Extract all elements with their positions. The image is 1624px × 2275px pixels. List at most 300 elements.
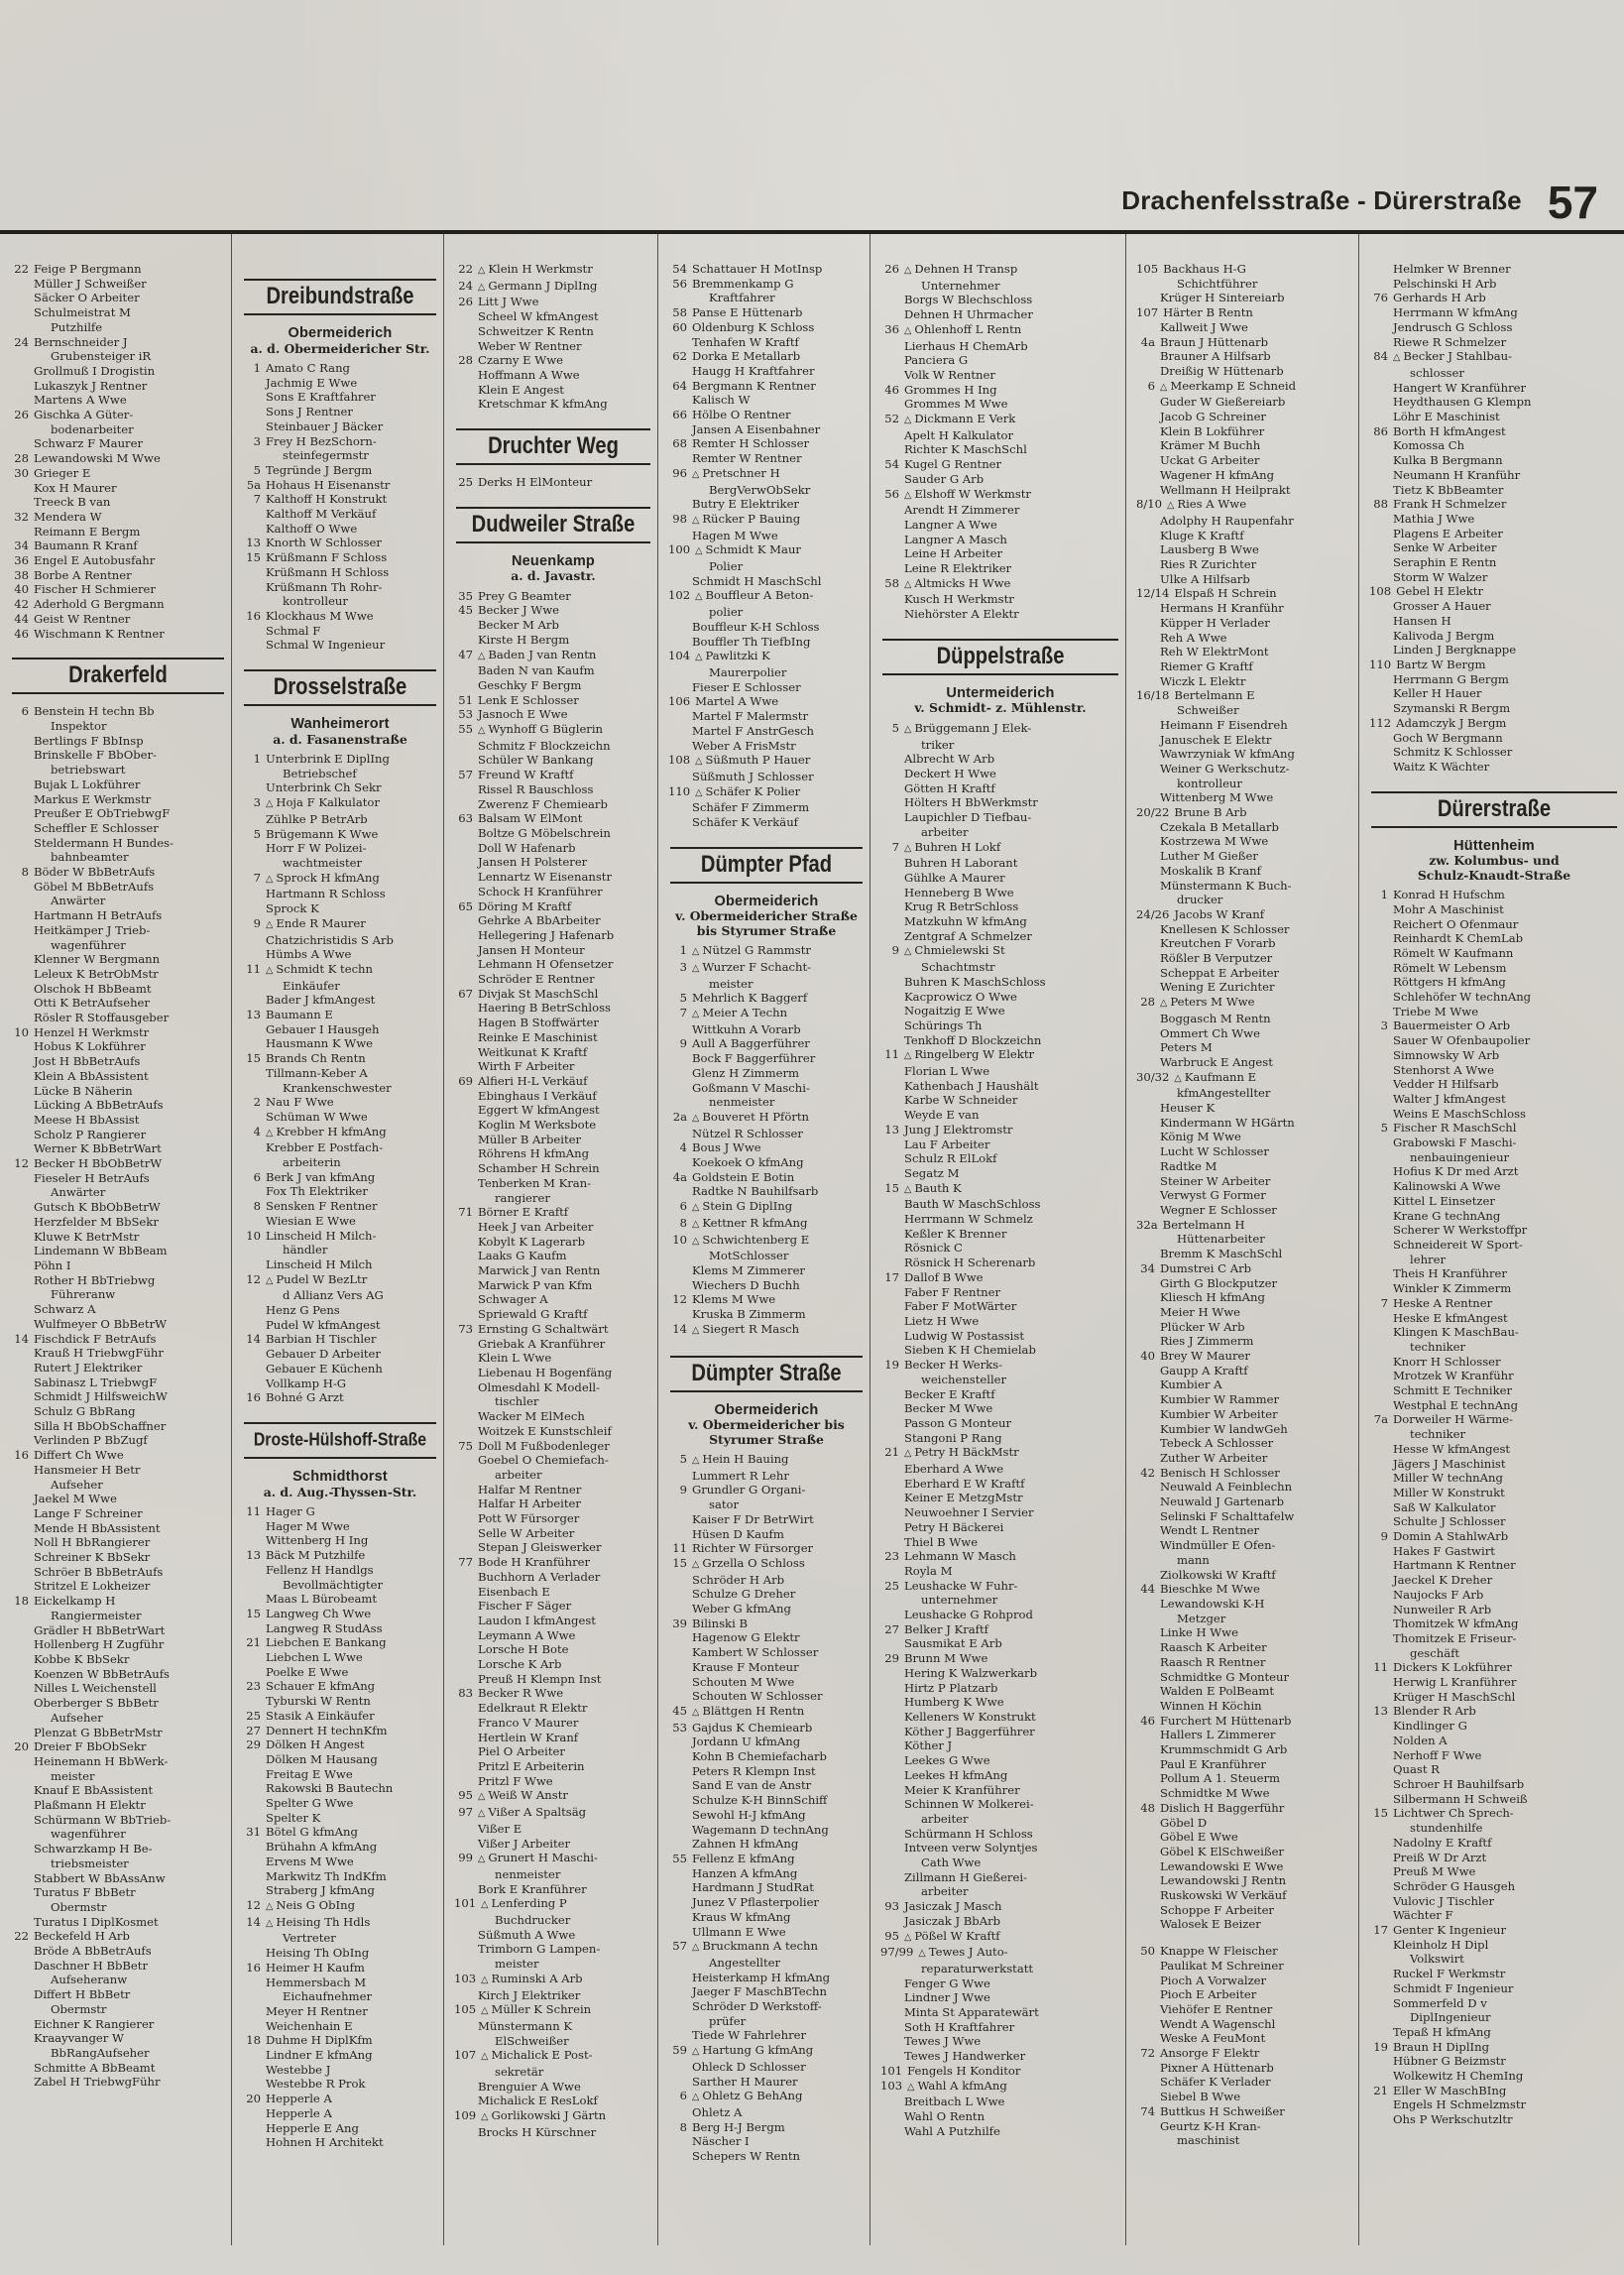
resident-line: Koekoek O kfmAng xyxy=(692,1155,804,1170)
resident-line: Lücking A BbBetrAufs xyxy=(34,1098,164,1113)
house-number: 54 xyxy=(672,262,687,276)
resident-line: Lummert R Lehr xyxy=(692,1468,789,1483)
house-number: 3 xyxy=(1380,1018,1388,1033)
cross-street-note: a. d. Javastr. xyxy=(511,568,596,584)
resident-line: Eggert W kfmAngest xyxy=(478,1103,600,1118)
resident-line: Zentgraf A Schmelzer xyxy=(904,928,1032,943)
resident-line: Wendt L Rentner xyxy=(1160,1523,1260,1538)
wrapped-line: Aufseheranw xyxy=(51,1973,128,1987)
wrapped-line: Führeranw xyxy=(51,1287,116,1302)
resident-line: Wiechers D Buchh xyxy=(692,1277,800,1292)
wrapped-line: arbeiter xyxy=(921,824,969,839)
resident-line: Pöhn I xyxy=(34,1258,71,1272)
resident-line: Kalthoff M Verkäuf xyxy=(266,507,377,522)
resident-line: Heitkämper J Trieb- xyxy=(34,922,151,937)
resident-line: Lausberg B Wwe xyxy=(1160,542,1259,557)
resident-line: Gebauer E Küchenh xyxy=(266,1361,383,1376)
resident-line: Deckert H Wwe xyxy=(904,766,996,780)
entry-text: Germann J DiplIng xyxy=(488,278,598,293)
house-number: 4a xyxy=(672,1169,687,1184)
resident-line: Hübner G Beizmstr xyxy=(1393,2054,1506,2069)
resident-line: Rösnick C xyxy=(904,1241,963,1256)
house-number: 112 xyxy=(1369,715,1392,730)
owner-mark-icon: △ xyxy=(904,1448,915,1460)
resident-line: Wening E Zurichter xyxy=(1160,980,1275,995)
house-number: 16/18 xyxy=(1136,688,1170,703)
column-6 xyxy=(1125,234,1358,2245)
entry-text: Lehmann W Masch xyxy=(904,1549,1016,1564)
directory-entry xyxy=(242,1332,438,1347)
wrapped-line: Bevollmächtigter xyxy=(283,1577,384,1592)
entry-text: Bieschke M Wwe xyxy=(1160,1582,1260,1597)
resident-line: Schäfer F Zimmerm xyxy=(692,800,810,815)
resident-line: Hemmersbach M xyxy=(266,1975,367,1989)
resident-line: Jansen H Monteur xyxy=(478,942,585,957)
resident-line: Warbruck E Angest xyxy=(1160,1054,1273,1069)
entry-text: Gischka A Güter- xyxy=(34,408,134,422)
owner-mark-icon: △ xyxy=(695,652,706,663)
resident-line: Eberhard A Wwe xyxy=(904,1462,1004,1477)
owner-mark-icon: △ xyxy=(1160,381,1171,393)
resident-line: Richter K MaschSchl xyxy=(904,442,1027,457)
directory-entry xyxy=(880,457,1120,472)
resident-line: Leekes H kfmAng xyxy=(904,1767,1008,1782)
resident-line: Silbermann H Schweiß xyxy=(1393,1791,1528,1806)
resident-line: Götten H Kraftf xyxy=(904,780,995,795)
wrapped-line: Inspektor xyxy=(51,718,107,733)
wrapped-line: nenmeister xyxy=(709,1095,775,1110)
house-number: 42 xyxy=(14,597,29,612)
directory-entry xyxy=(1369,658,1619,672)
resident-line: Nützel R Schlosser xyxy=(692,1126,803,1140)
house-number: 76 xyxy=(1373,291,1388,305)
resident-line: Zahnen H kfmAng xyxy=(692,1837,799,1852)
owner-mark-icon: △ xyxy=(904,842,915,854)
owner-mark-icon: △ xyxy=(266,1127,277,1138)
resident-line: Nunweiler R Arb xyxy=(1393,1602,1492,1616)
resident-line: Kambert W Schlosser xyxy=(692,1645,819,1660)
directory-entry xyxy=(880,487,1120,504)
resident-line: Laudon I kfmAngest xyxy=(478,1613,596,1627)
entry-text: Bruckmann A techn xyxy=(702,1939,818,1954)
resident-line: Hepperle A xyxy=(266,2105,332,2120)
page-header xyxy=(0,0,1624,234)
house-number: 13 xyxy=(246,1008,261,1022)
street-name: Düppelstraße xyxy=(936,643,1065,669)
resident-line: Schmal F xyxy=(266,623,321,638)
entry-text: Bremmenkamp G xyxy=(692,276,794,291)
resident-line: Hertlein W Kranf xyxy=(478,1730,579,1744)
resident-line: Laaks G Kaufm xyxy=(478,1249,567,1263)
entry-text: Konrad H Hufschm xyxy=(1393,888,1505,902)
entry-text: Dennert H technKfm xyxy=(266,1723,388,1737)
directory-entry xyxy=(10,262,226,277)
wrapped-line: wachtmeister xyxy=(283,855,363,870)
entry-text: Schmidt K techn xyxy=(276,961,373,976)
resident-line: Becker E Kraftf xyxy=(904,1386,995,1401)
resident-line: Rother H BbTriebwg xyxy=(34,1272,156,1287)
resident-line: Martens A Wwe xyxy=(34,393,127,408)
directory-entry xyxy=(454,1555,652,1570)
directory-entry xyxy=(668,466,865,483)
resident-line: Hartmann K Rentner xyxy=(1393,1558,1516,1573)
resident-line: Kobylt K Lagerarb xyxy=(478,1234,586,1249)
house-number: 97/99 xyxy=(880,1945,914,1960)
wrapped-line: nenmeister xyxy=(495,1866,561,1881)
directory-entry xyxy=(454,1896,652,1913)
street-header xyxy=(882,639,1118,675)
column-7 xyxy=(1358,234,1624,2245)
resident-line: Halfar M Rentner xyxy=(478,1482,582,1497)
house-number: 14 xyxy=(672,1321,687,1336)
house-number: 8/10 xyxy=(1136,497,1163,512)
resident-line: Quast R xyxy=(1393,1762,1440,1777)
entry-text: Jasnoch E Wwe xyxy=(478,707,568,722)
entry-text: Stein G DiplIng xyxy=(702,1199,793,1214)
cross-street-note: zw. Kolumbus- und xyxy=(1429,853,1560,869)
column-1 xyxy=(0,234,231,2245)
entry-text: Ringelberg W Elektr xyxy=(914,1047,1035,1062)
wrapped-line: Putzhilfe xyxy=(51,319,103,334)
resident-line: Buhren K MaschSchloss xyxy=(904,974,1046,989)
resident-line: Klein L Wwe xyxy=(478,1351,552,1366)
directory-entry xyxy=(1136,262,1353,277)
house-number: 51 xyxy=(458,692,473,707)
resident-line: Grollmuß I Drogistin xyxy=(34,363,156,378)
resident-line: Kacprowicz O Wwe xyxy=(904,989,1017,1004)
entry-text: Geist W Rentner xyxy=(34,611,131,626)
resident-line: Marwick J van Rentn xyxy=(478,1263,601,1278)
resident-line: Ries J Zimmerm xyxy=(1160,1334,1254,1349)
resident-line: Haering B BetrSchloss xyxy=(478,1001,611,1016)
entry-text: Dehnen H Transp xyxy=(914,262,1018,276)
house-number: 60 xyxy=(672,319,687,334)
resident-line: Lange F Schreiner xyxy=(34,1505,143,1520)
entry-text: Elshoff W Werkmstr xyxy=(914,486,1031,501)
owner-mark-icon: △ xyxy=(904,1183,915,1195)
entry-text: Bouffleur A Beton- xyxy=(705,588,814,603)
resident-line: Kathenbach J Haushält xyxy=(904,1078,1039,1093)
street-header xyxy=(12,658,224,694)
resident-line: Herrmann W kfmAng xyxy=(1393,305,1518,320)
resident-line: Ziolkowski W Kraftf xyxy=(1160,1567,1276,1582)
entry-text: Bertelmann E xyxy=(1174,688,1255,703)
directory-entry xyxy=(668,1006,865,1022)
entry-text: Grommes H Ing xyxy=(904,382,997,397)
directory-entry xyxy=(242,1635,438,1650)
directory-entry xyxy=(242,1737,438,1752)
owner-mark-icon: △ xyxy=(904,489,915,501)
resident-line: Hölters H BbWerkmstr xyxy=(904,795,1038,810)
resident-line: Bröde A BbBetrAufs xyxy=(34,1944,152,1959)
resident-line: Schulz R ElLokf xyxy=(904,1151,997,1166)
resident-line: Scheel W kfmAngest xyxy=(478,309,599,324)
resident-line: Weitkunat K Kraftf xyxy=(478,1044,588,1059)
directory-entry xyxy=(10,553,226,568)
resident-line: Raasch R Rentner xyxy=(1160,1654,1266,1669)
resident-line: Sons E Kraftfahrer xyxy=(266,390,376,405)
directory-entry xyxy=(10,582,226,597)
house-number: 95 xyxy=(884,1928,899,1943)
directory-entry xyxy=(668,277,865,292)
resident-line: Göbel D xyxy=(1160,1815,1208,1830)
resident-line: Herrmann G Bergm xyxy=(1393,671,1509,686)
resident-line: Tyburski W Rentn xyxy=(266,1694,371,1709)
resident-line: Wacker M ElMech xyxy=(478,1409,585,1424)
resident-line: Hollenberg H Zugführ xyxy=(34,1637,165,1652)
wrapped-line: sator xyxy=(709,1497,740,1512)
house-number: 26 xyxy=(458,295,473,309)
house-number: 8 xyxy=(21,865,29,880)
entry-text: Hohaus H Eisenanstr xyxy=(266,477,391,492)
resident-line: Preiß W Dr Arzt xyxy=(1393,1850,1487,1864)
resident-line: Engels H Schmelzmstr xyxy=(1393,2097,1527,2112)
wrapped-line: ElSchweißer xyxy=(495,2033,569,2048)
resident-line: Rutert J Elektriker xyxy=(34,1360,143,1375)
house-number: 64 xyxy=(672,378,687,393)
resident-line: Vulovic J Tischler xyxy=(1393,1893,1495,1908)
resident-line: Münstermann K Buch- xyxy=(1160,878,1292,893)
directory-entry xyxy=(242,434,438,449)
directory-entry xyxy=(1369,497,1619,512)
house-number: 56 xyxy=(884,486,899,501)
resident-line: Weiner G Werkschutz- xyxy=(1160,761,1290,776)
resident-line: Szymanski R Bergm xyxy=(1393,701,1511,716)
wrapped-line: wagenführer xyxy=(51,1827,126,1842)
entry-text: Knorth W Schlosser xyxy=(266,536,382,550)
house-number: 46 xyxy=(14,626,29,641)
entry-text: Unterbrink E DiplIng xyxy=(266,752,390,767)
resident-line: Michalick E ResLokf xyxy=(478,2094,598,2108)
resident-line: Pioch A Vorwalzer xyxy=(1160,1973,1267,1987)
resident-line: Jachmig E Wwe xyxy=(266,375,358,390)
resident-line: Krüger H MaschSchl xyxy=(1393,1689,1516,1704)
entry-text: Döring M Kraftf xyxy=(478,898,572,913)
directory-entry xyxy=(1136,1218,1353,1233)
resident-line: Heuser K xyxy=(1160,1101,1216,1116)
resident-line: Schwager A xyxy=(478,1292,548,1307)
resident-line: Plagens E Arbeiter xyxy=(1393,526,1503,540)
wrapped-line: triker xyxy=(921,737,955,752)
house-number: 7 xyxy=(679,1006,687,1020)
entry-text: Krebber H kfmAng xyxy=(276,1124,387,1138)
resident-line: Lewandowski K-H xyxy=(1160,1596,1265,1611)
resident-line: Grosser A Hauer xyxy=(1393,599,1491,614)
resident-line: Krane G technAng xyxy=(1393,1208,1501,1223)
resident-line: Stenhorst A Wwe xyxy=(1393,1062,1494,1077)
house-number: 11 xyxy=(246,1504,261,1518)
house-number: 55 xyxy=(458,722,473,737)
resident-line: Luther M Gießer xyxy=(1160,849,1258,864)
owner-mark-icon: △ xyxy=(692,1558,703,1570)
directory-entry xyxy=(454,279,652,296)
resident-line: Jaeger F MaschBTechn xyxy=(692,1984,827,1999)
entry-text: Derks H ElMonteur xyxy=(478,475,593,490)
resident-line: Dölken M Hausang xyxy=(266,1751,378,1766)
house-number: 20/22 xyxy=(1136,805,1170,820)
resident-line: Walden E PolBeamt xyxy=(1160,1684,1275,1699)
resident-line: Bertlings F BbInsp xyxy=(34,733,144,748)
resident-line: Reh W ElektrMont xyxy=(1160,645,1269,659)
resident-line: Hangert W Kranführer xyxy=(1393,380,1527,395)
resident-line: Schulze G Dreher xyxy=(692,1587,796,1602)
resident-line: Sarther H Maurer xyxy=(692,2074,798,2089)
resident-line: Fischer F Säger xyxy=(478,1599,572,1614)
resident-line: Hepperle E Ang xyxy=(266,2120,359,2135)
directory-entry xyxy=(242,1008,438,1022)
resident-line: Plenzat G BbBetrMstr xyxy=(34,1725,163,1739)
house-number: 21 xyxy=(884,1445,899,1460)
entry-text: Martel A Wwe xyxy=(695,694,779,709)
entry-text: Elspaß H Schrein xyxy=(1174,586,1277,601)
resident-line: Hüsen D Kaufm xyxy=(692,1526,784,1541)
page-number: 57 xyxy=(1547,177,1598,228)
house-number: 21 xyxy=(246,1635,261,1650)
house-number: 66 xyxy=(672,408,687,422)
house-number: 34 xyxy=(14,539,29,553)
house-number: 2a xyxy=(672,1109,687,1124)
directory-entry xyxy=(242,550,438,565)
house-number: 75 xyxy=(458,1438,473,1453)
entry-text: Goldstein E Botin xyxy=(692,1169,795,1184)
entry-text: Furchert M Hüttenarb xyxy=(1160,1713,1292,1728)
resident-line: Köther J Baggerführer xyxy=(904,1724,1035,1738)
directory-entry xyxy=(1136,379,1353,396)
entry-text: Bilinski B xyxy=(692,1616,748,1630)
resident-line: Süßmuth A Wwe xyxy=(478,1927,576,1942)
resident-line: Bujak L Lokführer xyxy=(34,777,141,791)
owner-mark-icon: △ xyxy=(481,2111,492,2123)
resident-line: Wittenberg M Wwe xyxy=(1160,790,1274,805)
resident-line: Wiesian E Wwe xyxy=(266,1213,356,1228)
resident-line: Lau F Arbeiter xyxy=(904,1137,990,1151)
resident-line: Lietz H Wwe xyxy=(904,1314,980,1328)
directory-entry xyxy=(10,466,226,481)
house-number: 44 xyxy=(1140,1582,1155,1597)
directory-entry xyxy=(1369,1923,1619,1938)
resident-line: Franco V Maurer xyxy=(478,1715,579,1730)
entry-text: Frank H Schmelzer xyxy=(1393,497,1507,512)
directory-entry xyxy=(668,784,865,801)
entry-text: Dislich H Baggerführ xyxy=(1160,1800,1285,1815)
resident-line: Hardmann J StudRat xyxy=(692,1880,814,1895)
resident-line: Goebel O Chemiefach- xyxy=(478,1453,609,1468)
resident-line: Hagen B Stoffwärter xyxy=(478,1016,599,1030)
entry-text: Kettner R kfmAng xyxy=(702,1215,808,1230)
house-number: 29 xyxy=(884,1651,899,1666)
house-number: 47 xyxy=(458,647,473,661)
resident-line: Becker M Wwe xyxy=(904,1401,993,1416)
wrapped-line: händler xyxy=(283,1243,328,1257)
resident-line: Rösnick H Scherenarb xyxy=(904,1256,1036,1270)
house-number: 30/32 xyxy=(1136,1069,1170,1084)
entry-text: Belker J Kraftf xyxy=(904,1621,988,1636)
resident-line: Triebe M Wwe xyxy=(1393,1004,1479,1018)
resident-line: Kleinholz H Dipl xyxy=(1393,1937,1489,1952)
resident-line: Scheffler E Schlosser xyxy=(34,820,159,835)
house-number: 12 xyxy=(246,1897,261,1912)
cross-street-note: v. Obermeidericher Straße xyxy=(675,908,858,924)
resident-line: Steinbauer J Bäcker xyxy=(266,419,384,433)
resident-line: Niehörster A Elektr xyxy=(904,607,1019,622)
house-number: 24 xyxy=(458,278,473,293)
house-number: 16 xyxy=(246,1390,261,1405)
directory-entry xyxy=(668,2120,865,2135)
owner-mark-icon: △ xyxy=(692,962,703,974)
resident-line: Heising Th ObIng xyxy=(266,1946,370,1961)
resident-line: Kindlinger G xyxy=(1393,1719,1467,1734)
resident-line: Geschky F Bergm xyxy=(478,677,582,692)
owner-mark-icon: △ xyxy=(918,1948,929,1960)
resident-line: Martel F Malermstr xyxy=(692,709,809,724)
resident-line: Turatus I DiplKosmet xyxy=(34,1914,159,1929)
entry-text: Heising Th Hdls xyxy=(276,1914,371,1929)
entry-text: Tewes J Auto- xyxy=(928,1945,1008,1960)
resident-line: Panciera G xyxy=(904,353,969,368)
directory-entry xyxy=(668,943,865,960)
wrapped-line: Krankenschwester xyxy=(283,1080,392,1095)
resident-line: Lindner J Wwe xyxy=(904,1990,990,2005)
resident-line: Kalisch W xyxy=(692,393,751,408)
house-number: 15 xyxy=(672,1555,687,1570)
resident-line: Schmitt E Techniker xyxy=(1393,1383,1513,1398)
resident-line: Brauner A Hilfsarb xyxy=(1160,349,1271,364)
wrapped-line: triebsmeister xyxy=(51,1856,129,1870)
resident-line: Kraayvanger W xyxy=(34,2031,124,2046)
house-number: 10 xyxy=(14,1024,29,1039)
directory-entry xyxy=(242,492,438,507)
house-number: 83 xyxy=(458,1686,473,1701)
entry-text: Becker J Stahlbau- xyxy=(1403,349,1513,364)
resident-line: Remter W Rentner xyxy=(692,451,802,466)
house-number: 105 xyxy=(1136,262,1159,276)
wrapped-line: reparaturwerkstatt xyxy=(921,1961,1034,1976)
resident-line: Radtke N Bauhilfsarb xyxy=(692,1184,819,1199)
resident-line: Göbel K ElSchweißer xyxy=(1160,1844,1284,1858)
entry-text: Krüßmann F Schloss xyxy=(266,550,388,565)
house-number: 15 xyxy=(246,1051,261,1066)
resident-line: Heydthausen G Klempn xyxy=(1393,395,1532,410)
resident-line: Olschok H BbBeamt xyxy=(34,981,152,996)
resident-line: Wagemann D technAng xyxy=(692,1822,829,1837)
wrapped-line: techniker xyxy=(1410,1339,1466,1354)
resident-line: Henneberg B Wwe xyxy=(904,885,1014,899)
resident-line: Breitbach L Wwe xyxy=(904,2095,1005,2109)
resident-line: Heek J van Arbeiter xyxy=(478,1219,594,1234)
resident-line: Silla H BbObSchaffner xyxy=(34,1418,167,1433)
house-number: 1 xyxy=(679,943,687,958)
entry-text: Kugel G Rentner xyxy=(904,457,1002,472)
resident-line: Schürmann W BbTrieb- xyxy=(34,1812,172,1827)
resident-line: Marwick P van Kfm xyxy=(478,1277,593,1292)
resident-line: Viehöfer E Rentner xyxy=(1160,2001,1273,2016)
house-number: 45 xyxy=(458,603,473,618)
entry-text: Gerhards H Arb xyxy=(1393,291,1486,305)
directory-entry xyxy=(454,2002,652,2019)
house-number: 35 xyxy=(458,588,473,603)
resident-line: Hartmann R Schloss xyxy=(266,887,386,901)
directory-entry xyxy=(10,451,226,466)
directory-entry xyxy=(242,1825,438,1840)
resident-line: Schwarz A xyxy=(34,1302,96,1317)
wrapped-line: Obermstr xyxy=(51,2001,107,2016)
resident-line: Junez V Pflasterpolier xyxy=(692,1895,819,1910)
resident-line: Schröder G Hausgeh xyxy=(1393,1878,1516,1893)
entry-text: Nützel G Rammstr xyxy=(702,943,811,958)
resident-line: Jacob G Schreiner xyxy=(1160,410,1266,424)
directory-entry xyxy=(880,721,1120,738)
resident-line: Tenhafen W Kraftf xyxy=(692,334,799,349)
